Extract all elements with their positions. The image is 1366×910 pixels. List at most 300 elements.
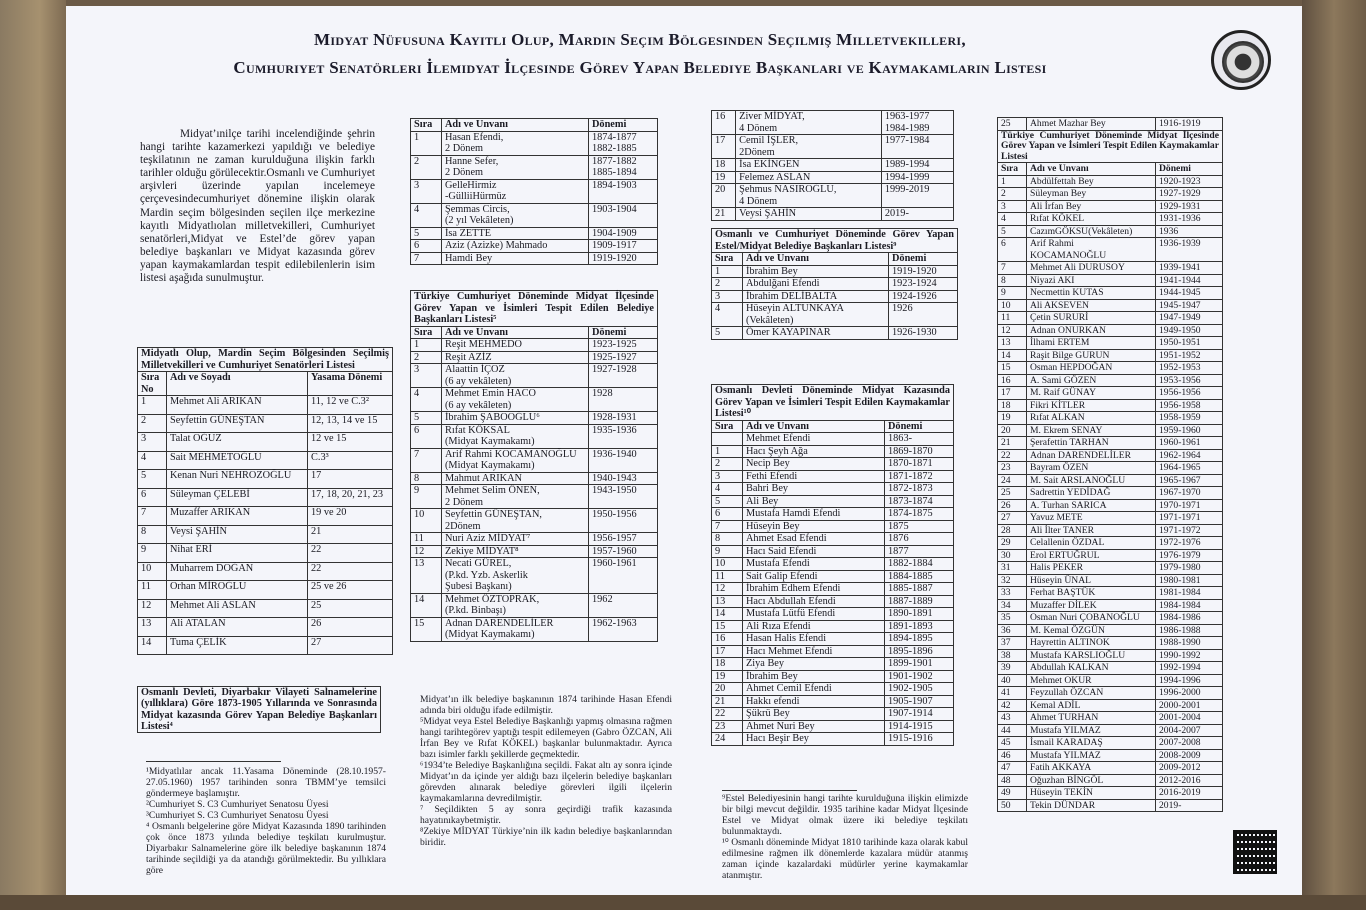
table-row	[998, 562, 1223, 575]
row-name: Aziz (Azizke) Mahmado	[442, 240, 589, 253]
row-period: 1926-1930	[889, 327, 958, 340]
table-row	[712, 159, 954, 172]
row-period: 1936	[1156, 225, 1223, 238]
row-name: Celallenin ÖZDAL	[1027, 537, 1156, 550]
background-left	[0, 0, 66, 910]
row-name: Fatih AKKAYA	[1027, 762, 1156, 775]
footnote-divider-right	[722, 790, 857, 791]
footnotes-middle	[420, 694, 672, 848]
row-name: İsa ZETTE	[442, 227, 589, 240]
row-period: 1964-1965	[1156, 462, 1223, 475]
table-row	[138, 451, 393, 470]
row-number: 15	[998, 362, 1027, 375]
row-period: 1863-	[885, 433, 954, 446]
table-row	[411, 179, 658, 203]
row-name: Ali Rıza Efendi	[743, 620, 885, 633]
table-row	[998, 262, 1223, 275]
row-period: 1885-1887	[885, 583, 954, 596]
row-number: 9	[998, 287, 1027, 300]
row-period: 1960-1961	[589, 558, 658, 594]
title-line-2: Cumhuriyet Senatörleri İlemidyat İlçesinde Görev Yapan Belediye Başkanları ve Kaymakamların Listesi	[233, 58, 1047, 77]
row-number: 22	[712, 708, 743, 721]
footnotes-left	[146, 766, 386, 876]
table-row	[998, 462, 1223, 475]
row-number: 35	[998, 612, 1027, 625]
row-number: 13	[138, 618, 167, 637]
row-period: 25 ve 26	[308, 581, 393, 600]
table-row	[411, 155, 658, 179]
table-row	[998, 312, 1223, 325]
table-row	[712, 171, 954, 184]
table-row	[712, 633, 954, 646]
row-period: 12, 13, 14 ve 15	[308, 414, 393, 433]
table-row	[998, 387, 1223, 400]
row-number: 22	[998, 449, 1027, 462]
row-period: 1951-1952	[1156, 349, 1223, 362]
row-name: İbrahim Bey	[743, 265, 889, 278]
row-period: 1959-1960	[1156, 424, 1223, 437]
table-row	[712, 433, 954, 446]
row-name: Mustafa Lütfü Efendi	[743, 608, 885, 621]
row-number: 5	[138, 470, 167, 489]
row-name: Ömer KAYAPINAR	[743, 327, 889, 340]
row-period: 11, 12 ve C.3²	[308, 396, 393, 415]
footnote: ¹⁰ Osmanlı döneminde Midyat 1810 tarihinde kaza olarak kabul edilmesine rağmen ilk dönemlerde kazalara müdür atanmış zaman içinde kazalardaki müdürler yerine kaymakamlar atanmıştır.	[722, 837, 968, 881]
table-row	[998, 238, 1223, 262]
row-period: 1909-1917	[589, 240, 658, 253]
mayor-table-header: Sıra Adı ve Unvanı Dönemi	[411, 119, 658, 132]
table-row	[998, 412, 1223, 425]
table-row	[138, 544, 393, 563]
row-name: Mehmet Efendi	[743, 433, 885, 446]
row-number: 14	[712, 608, 743, 621]
row-number: 7	[411, 252, 442, 265]
row-number: 8	[998, 274, 1027, 287]
footnote: ⁴ Osmanlı belgelerine göre Midyat Kazasında 1890 tarihinden çok önce 1873 yılında belediye teşkilatı kurulmuştur. Diyarbakır Salnamelerine göre ilk belediye başkanının 1874 tarihinde seçildiği ya da atandığı görülmektedir. Bu yıllıklara göre	[146, 821, 386, 876]
row-period: 1874-1877 1882-1885	[589, 131, 658, 155]
row-number: 49	[998, 787, 1027, 800]
row-number: 20	[712, 683, 743, 696]
row-number: 19	[712, 670, 743, 683]
table-row	[712, 327, 958, 340]
table-row	[998, 374, 1223, 387]
table-row	[998, 499, 1223, 512]
row-number: 37	[998, 637, 1027, 650]
row-number: 11	[998, 312, 1027, 325]
row-period: 1958-1959	[1156, 412, 1223, 425]
row-number: 7	[411, 448, 442, 472]
row-name: İsmail KARADAŞ	[1027, 737, 1156, 750]
row-name: Sait MEHMETOĞLU	[167, 451, 308, 470]
estel-mayor-table	[711, 228, 958, 340]
row-name: Hasan Efendi, 2 Dönem	[442, 131, 589, 155]
row-period: 1944-1945	[1156, 287, 1223, 300]
row-number: 18	[712, 658, 743, 671]
row-period: 1990-1992	[1156, 649, 1223, 662]
row-period: 1925-1927	[589, 351, 658, 364]
row-period: 1994-1999	[881, 171, 953, 184]
row-name: M. Sait ARSLANOĞLU	[1027, 474, 1156, 487]
row-number: 3	[411, 179, 442, 203]
table-row	[998, 624, 1223, 637]
row-period: 1876	[885, 533, 954, 546]
row-period: 1977-1984	[881, 135, 953, 159]
table-row	[138, 636, 393, 655]
row-name: Muzaffer ARIKAN	[167, 507, 308, 526]
ottoman-kaymakam-table	[711, 384, 954, 746]
row-name: Tuma ÇELİK	[167, 636, 308, 655]
row-name: Şerafettin TARHAN	[1027, 437, 1156, 450]
row-name: Muharrem DOĞAN	[167, 562, 308, 581]
row-name: Talat OĞUZ	[167, 433, 308, 452]
row-period: 1999-2019	[881, 184, 953, 208]
row-number: 6	[998, 238, 1027, 262]
row-number: 8	[411, 472, 442, 485]
row-number: 5	[411, 227, 442, 240]
row-period: 1960-1961	[1156, 437, 1223, 450]
row-name: Seyfettin GÜNEŞTAN, 2Dönem	[442, 509, 589, 533]
row-name: Mehmet ÖZTOPRAK, (P.kd. Binbaşı)	[442, 593, 589, 617]
estel-mayor-header: Sıra Adı ve Unvanı Dönemi	[712, 253, 958, 266]
table-row	[712, 695, 954, 708]
row-name: M. Kemal ÖZGÜN	[1027, 624, 1156, 637]
row-number: 16	[712, 111, 736, 135]
row-name: Mehmet Selim ÖNEN, 2 Dönem	[442, 485, 589, 509]
background-bottom	[0, 895, 1366, 910]
row-number: 23	[712, 720, 743, 733]
row-number: 1	[138, 396, 167, 415]
row-name: Mustafa Hamdi Efendi	[743, 508, 885, 521]
table-row	[712, 583, 954, 596]
row-number: 17	[712, 645, 743, 658]
table-row	[712, 533, 954, 546]
footnote-divider-left	[146, 761, 281, 762]
table-row	[138, 470, 393, 489]
row-number: 21	[712, 208, 736, 221]
background-right	[1302, 0, 1366, 910]
row-number: 2	[411, 351, 442, 364]
table-row	[998, 200, 1223, 213]
row-number: 8	[712, 533, 743, 546]
row-name: Reşit MEHMEDO	[442, 339, 589, 352]
footnote: ²Cumhuriyet S. C3 Cumhuriyet Senatosu Üyesi	[146, 799, 329, 810]
table-row	[411, 509, 658, 533]
table-row	[998, 337, 1223, 350]
row-number: 3	[998, 200, 1027, 213]
row-number: 20	[712, 184, 736, 208]
row-name: Veysi ŞAHİN	[736, 208, 882, 221]
row-number: 13	[712, 595, 743, 608]
row-name: İbrahim DELİBALTA	[743, 290, 889, 303]
table-row	[411, 412, 658, 425]
row-name: Ahmet Cemil Efendi	[743, 683, 885, 696]
row-name: Halis PEKER	[1027, 562, 1156, 575]
row-period: 1928	[589, 388, 658, 412]
table-row	[411, 533, 658, 546]
row-name: Muzaffer DİLEK	[1027, 599, 1156, 612]
table-row	[998, 687, 1223, 700]
mp-table-caption: Midyatlı Olup, Mardin Seçim Bölgesinden Seçilmiş Milletvekilleri ve Cumhuriyet Senatörleri Listesi	[138, 348, 393, 372]
row-name: Rıfat KÖKEL	[1027, 213, 1156, 226]
row-period: 2001-2004	[1156, 712, 1223, 725]
row-name: Abdullah KALKAN	[1027, 662, 1156, 675]
table-row	[712, 278, 958, 291]
table-row	[998, 537, 1223, 550]
table-row	[411, 558, 658, 594]
table-row	[998, 674, 1223, 687]
row-number: 3	[411, 364, 442, 388]
row-number: 18	[998, 399, 1027, 412]
title-line-1: Midyat Nüfusuna Kayıtlı Olup, Mardin Seçim Bölgesinden Seçilmiş Milletvekilleri,	[314, 30, 966, 49]
table-row	[712, 495, 954, 508]
row-number: 17	[712, 135, 736, 159]
row-period: 1894-1895	[885, 633, 954, 646]
row-name: Şükrü Bey	[743, 708, 885, 721]
row-period: 1936-1939	[1156, 238, 1223, 262]
table-row	[712, 670, 954, 683]
row-name: Mustafa Efendi	[743, 558, 885, 571]
row-number: 24	[712, 733, 743, 746]
table-row	[712, 184, 954, 208]
row-period: 1905-1907	[885, 695, 954, 708]
row-period: 1956-1957	[589, 533, 658, 546]
row-period: 1904-1909	[589, 227, 658, 240]
table-row	[712, 508, 954, 521]
row-number: 44	[998, 724, 1027, 737]
table-row	[712, 545, 954, 558]
table-row	[712, 111, 954, 135]
row-number: 4	[712, 303, 743, 327]
row-name: Niyazi AKI	[1027, 274, 1156, 287]
row-period: 2016-2019	[1156, 787, 1223, 800]
row-period: 1949-1950	[1156, 324, 1223, 337]
row-name: Cemil İŞLER, 2Dönem	[736, 135, 882, 159]
table-row	[138, 562, 393, 581]
row-number: 32	[998, 574, 1027, 587]
table-row	[411, 252, 658, 265]
table-row	[411, 131, 658, 155]
row-period: 25	[308, 599, 393, 618]
row-number: 10	[138, 562, 167, 581]
row-number: 45	[998, 737, 1027, 750]
row-number: 5	[712, 495, 743, 508]
republic-kaymakam-caption: Türkiye Cumhuriyet Döneminde Midyat İlçesinde Görev Yapan ve İsimleri Tespit Edilen Kaymakamlar Listesi	[998, 130, 1223, 163]
row-number: 2	[998, 188, 1027, 201]
row-name: A. Turhan SARICA	[1027, 499, 1156, 512]
row-number: 23	[998, 462, 1027, 475]
mp-table-header: Sıra No Adı ve Soyadı Yasama Dönemi	[138, 372, 393, 396]
row-number: 1	[411, 339, 442, 352]
row-period: 1940-1943	[589, 472, 658, 485]
row-name: Ali ATALAN	[167, 618, 308, 637]
row-number: 20	[998, 424, 1027, 437]
row-period: 1882-1884	[885, 558, 954, 571]
row-period: 1992-1994	[1156, 662, 1223, 675]
row-name: Ali İrfan Bey	[1027, 200, 1156, 213]
table-row	[998, 274, 1223, 287]
row-name: Hasan Halis Efendi	[743, 633, 885, 646]
row-period: 1874-1875	[885, 508, 954, 521]
row-number: 4	[411, 388, 442, 412]
row-number: 34	[998, 599, 1027, 612]
row-name: Hüseyin Bey	[743, 520, 885, 533]
row-name: Bahri Bey	[743, 483, 885, 496]
table-row	[712, 303, 958, 327]
table-row	[998, 524, 1223, 537]
table-row	[138, 525, 393, 544]
row-period: 1996-2000	[1156, 687, 1223, 700]
row-number: 39	[998, 662, 1027, 675]
row-name: Mehmet Ali ASLAN	[167, 599, 308, 618]
table-row	[712, 733, 954, 746]
row-period: 1979-1980	[1156, 562, 1223, 575]
table-row	[998, 175, 1223, 188]
row-name: Şemmas Circis, (2 yıl Vekâleten)	[442, 203, 589, 227]
row-number: 16	[712, 633, 743, 646]
row-period: 1920-1923	[1156, 175, 1223, 188]
table-row	[411, 472, 658, 485]
table-row	[138, 618, 393, 637]
table-row	[998, 724, 1223, 737]
row-number: 14	[411, 593, 442, 617]
row-period: 1984-1984	[1156, 599, 1223, 612]
table-row	[998, 699, 1223, 712]
row-number	[712, 433, 743, 446]
table-row	[998, 762, 1223, 775]
row-number: 41	[998, 687, 1027, 700]
table-row	[411, 388, 658, 412]
row-period: 1890-1891	[885, 608, 954, 621]
kaymakam-row-25: 25 Ahmet Mazhar Bey 1916-1919	[998, 118, 1223, 131]
row-number: 12	[712, 583, 743, 596]
row-period: 1903-1904	[589, 203, 658, 227]
row-name: Necati GÜREL, (P.kd. Yzb. Askerlik Şubesi Başkanı)	[442, 558, 589, 594]
row-period: 2009-2012	[1156, 762, 1223, 775]
row-period: 1952-1953	[1156, 362, 1223, 375]
table-row	[998, 599, 1223, 612]
row-period: 1872-1873	[885, 483, 954, 496]
row-period: 1945-1947	[1156, 299, 1223, 312]
table-row	[998, 399, 1223, 412]
row-number: 28	[998, 524, 1027, 537]
row-name: İsa EKİNGEN	[736, 159, 882, 172]
row-name: Ahmet Esad Efendi	[743, 533, 885, 546]
footnote: ⁹Estel Belediyesinin hangi tarihte kurulduğuna ilişkin elimizde bir bilgi mevcut değildir. 1935 tarihine kadar Midyat İlçesinde Estel ve Midyat olmak üzere iki belediye teşkilatı bulunmaktaydı.	[722, 793, 968, 837]
table-row	[998, 612, 1223, 625]
row-number: 26	[998, 499, 1027, 512]
row-period: 21	[308, 525, 393, 544]
row-period: 1870-1871	[885, 458, 954, 471]
row-number: 1	[998, 175, 1027, 188]
row-name: M. Ekrem SENAY	[1027, 424, 1156, 437]
row-number: 6	[712, 508, 743, 521]
row-name: Osman Nuri ÇOBANOĞLU	[1027, 612, 1156, 625]
table-row	[138, 581, 393, 600]
row-period: 2012-2016	[1156, 774, 1223, 787]
row-name: Bayram ÖZEN	[1027, 462, 1156, 475]
row-period: 1965-1967	[1156, 474, 1223, 487]
republic-mayor-caption: Türkiye Cumhuriyet Döneminde Midyat İlçesinde Görev Yapan ve İsimleri Tespit Edilen Belediye Başkanları Listesi⁵	[411, 291, 658, 327]
row-name: Fethi Efendi	[743, 470, 885, 483]
row-number: 1	[712, 445, 743, 458]
row-name: Hanne Sefer, 2 Dönem	[442, 155, 589, 179]
row-period: 1927-1928	[589, 364, 658, 388]
row-number: 11	[138, 581, 167, 600]
row-name: Feyzullah ÖZCAN	[1027, 687, 1156, 700]
table-row	[138, 433, 393, 452]
row-number: 27	[998, 512, 1027, 525]
row-period: 2019-	[881, 208, 953, 221]
row-number: 29	[998, 537, 1027, 550]
row-period: C.3³	[308, 451, 393, 470]
row-number: 24	[998, 474, 1027, 487]
row-number: 50	[998, 799, 1027, 812]
row-number: 4	[138, 451, 167, 470]
row-name: Oğuzhan BİNGÖL	[1027, 774, 1156, 787]
row-name: Hacı Mehmet Efendi	[743, 645, 885, 658]
ottoman-mayor-table	[410, 118, 658, 265]
table-row	[411, 448, 658, 472]
row-name: Süleyman Bey	[1027, 188, 1156, 201]
row-number: 17	[998, 387, 1027, 400]
row-name: Adnan DARENDELİLER	[1027, 449, 1156, 462]
row-period: 1941-1944	[1156, 274, 1223, 287]
row-period: 1873-1874	[885, 495, 954, 508]
table-row	[712, 558, 954, 571]
row-period: 1980-1981	[1156, 574, 1223, 587]
row-number: 2	[712, 458, 743, 471]
table-row	[712, 608, 954, 621]
row-name: Hacı Said Efendi	[743, 545, 885, 558]
table-row	[712, 445, 954, 458]
republic-kaymakam-header: Sıra Adı ve Unvanı Dönemi	[998, 163, 1223, 176]
row-number: 6	[411, 424, 442, 448]
row-name: İbrahim Edhem Efendi	[743, 583, 885, 596]
row-period: 1899-1901	[885, 658, 954, 671]
row-period: 1947-1949	[1156, 312, 1223, 325]
row-period: 2019-	[1156, 799, 1223, 812]
row-number: 3	[712, 470, 743, 483]
table-row	[712, 208, 954, 221]
row-number: 15	[712, 620, 743, 633]
row-period: 1869-1870	[885, 445, 954, 458]
table-row	[411, 339, 658, 352]
row-number: 42	[998, 699, 1027, 712]
table-row	[998, 774, 1223, 787]
row-number: 21	[712, 695, 743, 708]
row-number: 10	[998, 299, 1027, 312]
table-row	[998, 737, 1223, 750]
row-name: Necmettin KUTAS	[1027, 287, 1156, 300]
row-name: Seyfettin GÜNEŞTAN	[167, 414, 308, 433]
row-number: 11	[411, 533, 442, 546]
row-name: Erol ERTUĞRUL	[1027, 549, 1156, 562]
row-period: 1956-1958	[1156, 399, 1223, 412]
table-row	[411, 545, 658, 558]
row-name: Adnan DARENDELİLER (Midyat Kaymakamı)	[442, 617, 589, 641]
row-number: 2	[411, 155, 442, 179]
republic-kaymakam-table	[997, 117, 1223, 812]
row-name: Osman HEPDOĞAN	[1027, 362, 1156, 375]
row-number: 38	[998, 649, 1027, 662]
table-row	[998, 362, 1223, 375]
row-number: 2	[712, 278, 743, 291]
row-period: 1929-1931	[1156, 200, 1223, 213]
row-number: 12	[138, 599, 167, 618]
row-name: Zekiye MİDYAT⁸	[442, 545, 589, 558]
row-name: Arif Rahmi KOCAMANOĞLU	[1027, 238, 1156, 262]
ottoman-mayor-caption: Osmanlı Devleti, Diyarbakır Vilayeti Salnamelerine (yıllıklara) Göre 1873-1905 Yıllarında ve Sonrasında Midyat kazasında Görev Yapan Belediye Başkanları Listesi⁴	[137, 686, 381, 733]
